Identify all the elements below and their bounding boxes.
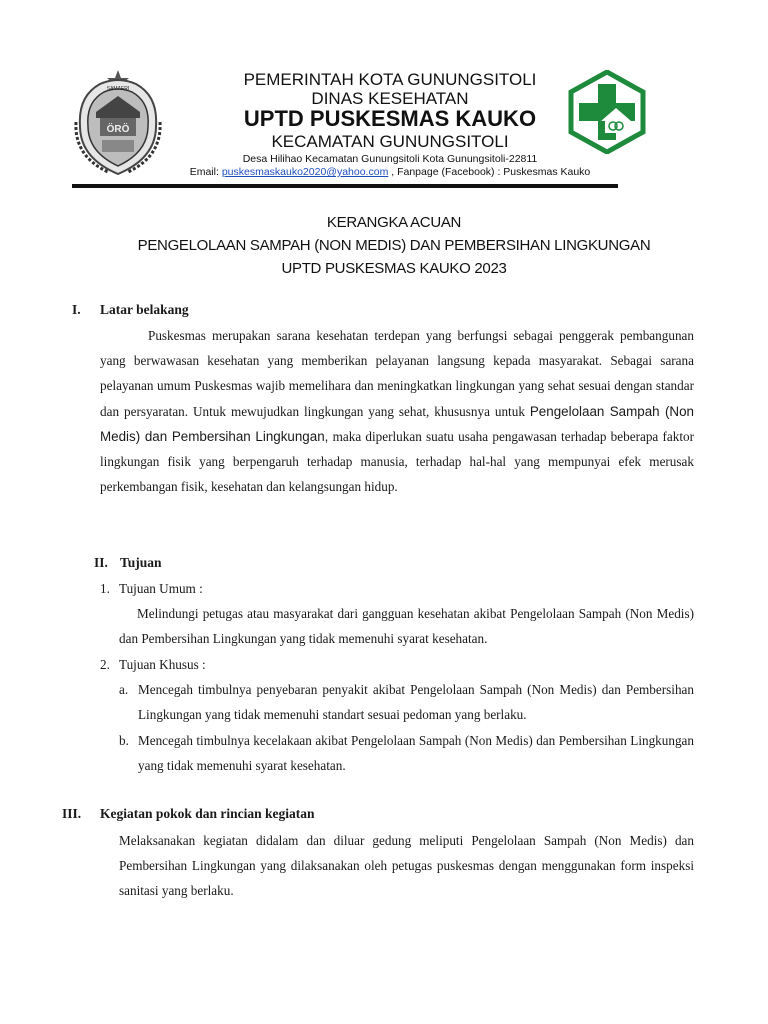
email-link[interactable]: puskesmaskauko2020@yahoo.com	[221, 166, 389, 178]
letterhead-address: Desa Hilihao Kecamatan Gunungsitoli Kota Gunungsitoli-22811	[242, 153, 538, 165]
section-1-paragraph	[100, 323, 694, 499]
section-2-number: II.	[94, 555, 108, 570]
section-3-number: III.	[62, 806, 82, 821]
letterhead-line-2: DINAS KESEHATAN	[311, 89, 469, 108]
tujuan-umum-number: 1.	[100, 581, 110, 596]
section-3-heading: Kegiatan pokok dan rincian kegiatan	[100, 806, 315, 821]
section-1-text-a: Puskesmas merupakan sarana kesehatan terdepan yang berfungsi sebagai penggerak pembangunan yang berwawasan kesehatan yang memberikan pelayanan langsung kepada masyarakat. Sebagai sarana pelayanan umum Puskesmas wajib memelihara dan meningkatkan lingkungan yang sehat sesuai dengan standar dan persyaratan. Untuk mewujudkan lingkungan yang sehat, khususnya untuk	[100, 328, 694, 419]
section-2-heading: Tujuan	[120, 555, 162, 570]
section-1-number: I.	[72, 302, 81, 317]
city-seal-logo	[72, 66, 164, 178]
tujuan-khusus-number: 2.	[100, 657, 110, 672]
puskesmas-logo	[565, 70, 649, 154]
seal-mark: ÖRÖ	[106, 124, 130, 135]
letterhead-line-4: KECAMATAN GUNUNGSITOLI	[271, 132, 509, 151]
tujuan-khusus-label: Tujuan Khusus :	[119, 657, 206, 672]
section-1-text-c: maka diperlukan suatu usaha pengawasan terhadap beberapa faktor lingkungan fisik yang berpengaruh terhadap manusia, terhadap hal-hal yang mempunyai efek merusak perkembangan fisik, kesehatan dan kelangsungan hidup.	[100, 428, 694, 495]
letterhead-contact	[160, 166, 620, 178]
tujuan-umum-text: Melindungi petugas atau masyarakat dari gangguan kesehatan akibat Pengelolaan Sampah (Non Medis) dan Pembersihan Lingkungan yang tidak memenuhi syarat kesehatan.	[119, 606, 694, 647]
section-1-heading: Latar belakang	[100, 302, 189, 317]
contact-prefix: Email:	[189, 166, 222, 178]
seal-text: SAMAERI	[106, 86, 130, 92]
letterhead-line-3: UPTD PUSKESMAS KAUKO	[243, 106, 537, 131]
tujuan-khusus-a-text: Mencegah timbulnya penyebaran penyakit akibat Pengelolaan Sampah (Non Medis) dan Pembersihan Lingkungan yang tidak memenuhi standart sesuai pedoman yang berlaku.	[138, 682, 694, 723]
tujuan-khusus-b-label: b.	[119, 733, 129, 748]
doc-title-line-1: KERANGKA ACUAN	[326, 214, 462, 231]
contact-suffix: , Fanpage (Facebook) : Puskesmas Kauko	[388, 166, 591, 178]
section-3-text: Melaksanakan kegiatan didalam dan diluar gedung meliputi Pengelolaan Sampah (Non Medis) dan Pembersihan Lingkungan yang dilaksanakan oleh petugas puskesmas dengan menggunakan form inspeksi sanitasi yang berlaku.	[119, 833, 694, 899]
letterhead-line-1: PEMERINTAH KOTA GUNUNGSITOLI	[243, 70, 537, 89]
tujuan-umum-label: Tujuan Umum :	[119, 581, 203, 596]
doc-title-line-2: PENGELOLAAN SAMPAH (NON MEDIS) DAN PEMBERSIHAN LINGKUNGAN	[137, 237, 651, 254]
tujuan-khusus-b-text: Mencegah timbulnya kecelakaan akibat Pengelolaan Sampah (Non Medis) dan Pembersihan Lingkungan yang tidak memenuhi syarat kesehatan.	[138, 733, 694, 774]
section-1-text-b: Pengelolaan Sampah (Non Medis) dan Pembersihan Lingkungan,	[100, 403, 694, 444]
tujuan-khusus-a-label: a.	[119, 682, 129, 697]
doc-title-line-3: UPTD PUSKESMAS KAUKO 2023	[281, 260, 507, 277]
letterhead-divider	[72, 184, 618, 188]
